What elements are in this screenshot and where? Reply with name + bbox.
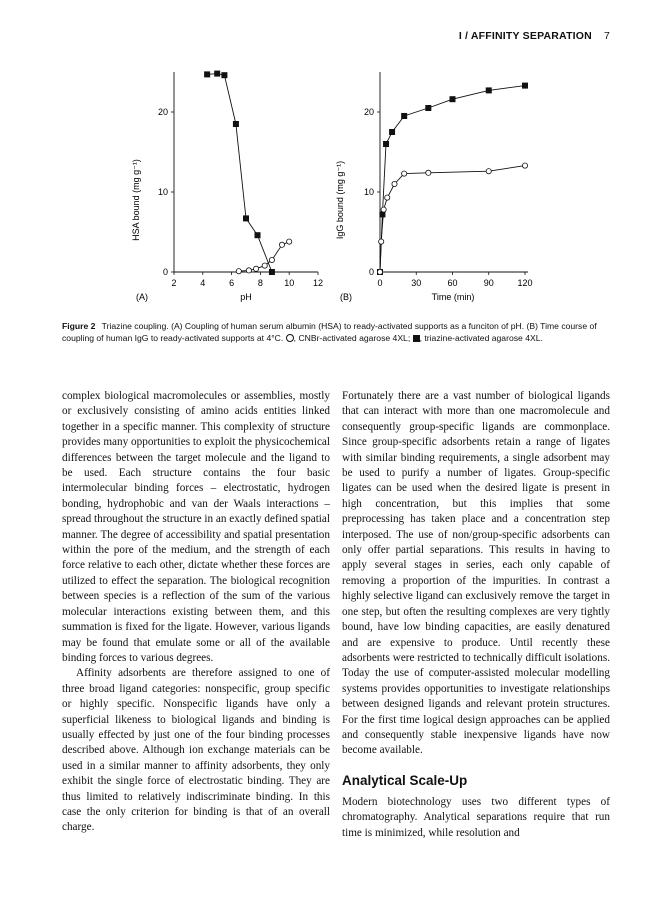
open-circle-symbol-icon — [286, 334, 294, 342]
cnbr-data-point — [236, 269, 241, 274]
caption-text: Triazine coupling. (A) Coupling of human serum albumin (HSA) to ready-activated supports as a funciton of pH. (B) Time course of coupling of human IgG to ready-activated supports at 4°C. — [62, 321, 597, 343]
section-heading: Analytical Scale-Up — [342, 772, 468, 788]
figure-caption — [62, 321, 610, 344]
y-tick-label: 20 — [363, 107, 374, 117]
cnbr-data-point — [522, 163, 527, 168]
paragraph: Modern biotechnology uses two different types of chromatography. Analytical separations require that run time is minimized, while resolution and — [342, 795, 610, 839]
caption-open-label: , CNBr-activated agarose 4XL; — [293, 332, 411, 343]
cnbr-data-point — [246, 268, 251, 273]
x-tick-label: 90 — [483, 278, 494, 288]
figure-label: Figure 2 — [62, 321, 96, 331]
triazine-data-point — [221, 72, 227, 78]
x-tick-label: 120 — [517, 278, 533, 288]
cnbr-data-point — [377, 269, 382, 274]
cnbr-data-point — [287, 239, 292, 244]
filled-square-symbol-icon — [413, 335, 420, 342]
y-tick-label: 0 — [162, 267, 168, 277]
triazine-data-point — [243, 215, 249, 221]
y-tick-label: 20 — [157, 107, 168, 117]
x-tick-label: 10 — [284, 278, 295, 288]
triazine-data-point — [214, 71, 220, 77]
page-number: 7 — [603, 30, 610, 42]
x-tick-label: 60 — [447, 278, 458, 288]
x-tick-label: 2 — [171, 278, 177, 288]
triazine-data-point — [425, 105, 431, 111]
panel-b-x-label: Time (min) — [431, 292, 475, 302]
x-tick-label: 0 — [377, 278, 383, 288]
cnbr-data-point — [379, 239, 384, 244]
cnbr-data-point — [279, 242, 284, 247]
paragraph: Fortunately there are a vast number of biological ligands that can interact with more than one macromolecule and consequently group-specific ligands are commonplace. Since group-specific adsorbents retain a range of ligates with similar binding requirements, a single adsorbent may be used to purify a number of ligates. Group-specific ligates can be used when the desired ligate is present in high concentration, but this implies that some preprocessing has taken place and a concentration step interposed. The use of non/group-specific adsorbents can only offer partial separations. This results in having to apply several stages in series, each only capable of removing a proportion of the impurities. In contrast a highly selective ligand can exclusively remove the target in one step, but often the resulting complexes are very tightly bound, have low binding capacities, are easily denatured and are expensive to produce. Until recently these adsorbents were restricted to technically difficult isolations. Today the use of computer-assisted molecular modelling systems provides opportunities to investigate relationships between designed ligands and relevant protein structures. For the first time logical design approaches can be applied and consequently stable inexpensive ligands have now become available. — [342, 390, 610, 757]
x-tick-label: 12 — [312, 278, 324, 288]
figure-2 — [0, 60, 668, 310]
panel-b-y-label: IgG bound (mg g⁻¹) — [335, 160, 345, 240]
y-tick-label: 10 — [363, 187, 374, 197]
triazine-data-point — [204, 71, 210, 77]
right-column — [342, 389, 610, 841]
x-tick-label: 6 — [229, 278, 235, 288]
cnbr-data-point — [381, 207, 386, 212]
triazine-data-point — [486, 87, 492, 93]
x-tick-label: 4 — [200, 278, 206, 288]
triazine-series-line — [207, 74, 272, 272]
cnbr-data-point — [262, 263, 267, 268]
triazine-data-point — [401, 113, 407, 119]
panel-b-label: (B) — [340, 292, 352, 302]
cnbr-series-line — [380, 166, 525, 272]
left-column — [62, 389, 330, 836]
triazine-data-point — [450, 96, 456, 102]
triazine-data-point — [233, 121, 239, 127]
caption-filled-label: , triazine-activated agarose 4XL. — [419, 332, 543, 343]
cnbr-data-point — [392, 181, 397, 186]
panel-a — [131, 71, 323, 302]
triazine-data-point — [269, 269, 275, 275]
x-tick-label: 8 — [257, 278, 263, 288]
triazine-data-point — [522, 83, 528, 89]
cnbr-data-point — [269, 257, 274, 262]
cnbr-data-point — [486, 169, 491, 174]
panel-a-y-label: HSA bound (mg g⁻¹) — [131, 159, 141, 241]
running-head — [459, 30, 610, 42]
triazine-data-point — [255, 232, 261, 238]
panel-a-x-label: pH — [240, 292, 252, 302]
triazine-data-point — [389, 129, 395, 135]
triazine-data-point — [383, 141, 389, 147]
cnbr-data-point — [426, 170, 431, 175]
y-tick-label: 10 — [157, 187, 168, 197]
x-tick-label: 30 — [411, 278, 422, 288]
running-head-title: I / AFFINITY SEPARATION — [458, 30, 592, 42]
cnbr-data-point — [253, 266, 258, 271]
paragraph: complex biological macromolecules or assemblies, mostly or exclusively consisting of amino acids entities linked together in a specific manner. This complexity of structure provides many opportunities to exploit the physicochemical differences between the target molecule and the ligand to be used. Each structure contains the four basic intermolecular binding forces – electrostatic, hydrogen bonding, hydrophobic and van der Waals interactions – spread throughout the structure in an exactly defined spatial manner. The degree of accessibility and spatial presentation within the pore of the medium, and the strength of each force relative to each other, dictate whether these forces are utilized to effect the separation. The biological recognition between species is a reflection of the sum of the various molecular interactions existing between them, and this summation is fixed for the ligate. However, various ligands may be found that emulate some or all of the available binding forces to various degrees. — [62, 390, 330, 664]
cnbr-data-point — [385, 195, 390, 200]
y-tick-label: 0 — [368, 267, 374, 277]
panel-a-label: (A) — [136, 292, 148, 302]
panel-b — [335, 72, 533, 302]
cnbr-data-point — [402, 171, 407, 176]
paragraph: Affinity adsorbents are therefore assigned to one of three broad ligand categories: nonspecific, group specific or highly specific. Nonspecific ligands have only a superficial likeness to biological ligands and binding is usually effected by just one of the four binding processes described above. Although ion exchange materials can be used in a similar manner to affinity adsorbents, they only exhibit the single force of electrostatic binding. They are thus limited to relatively indiscriminate binding. In this case the only criterion for binding is that of an overall charge. — [62, 667, 330, 834]
